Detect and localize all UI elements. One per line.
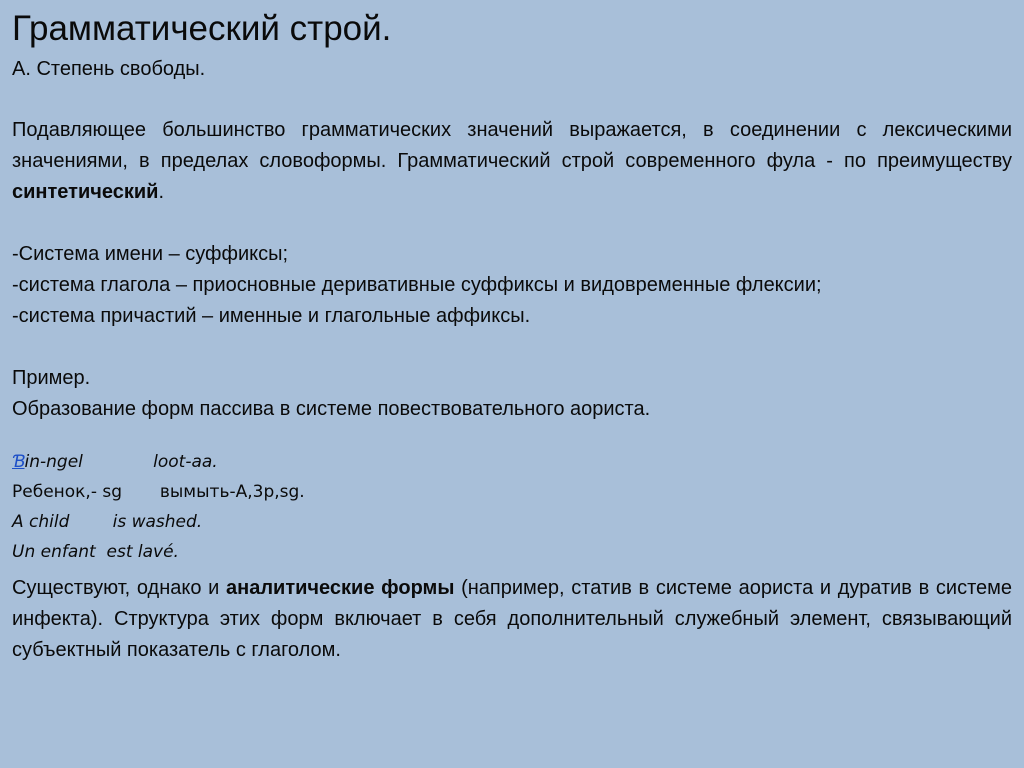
intro-paragraph xyxy=(12,115,1012,208)
system-item-verb: -система глагола – приосновные деривативные суффиксы и видовременные флексии; xyxy=(12,274,822,296)
system-item-noun: -Система имени – суффиксы; xyxy=(12,243,289,265)
example-heading: Пример. xyxy=(12,367,91,389)
spacer xyxy=(12,332,1012,363)
intro-text-after: . xyxy=(158,181,164,203)
example-line-english: A child is washed. xyxy=(12,512,203,532)
conclusion-bold-term: аналитические формы xyxy=(226,577,455,599)
slide-subtitle: А. Степень свободы. xyxy=(12,58,206,80)
example-line-russian: Ребенок,- sg вымыть-А,3p,sg. xyxy=(12,482,305,502)
system-item-participle: -система причастий – именные и глагольные аффиксы. xyxy=(12,305,531,327)
conclusion-text-before: Существуют, однако и xyxy=(12,577,227,599)
slide-title: Грамматический строй. xyxy=(12,9,392,48)
example-line-fula xyxy=(12,447,1012,477)
intro-bold-term: синтетический xyxy=(12,181,159,203)
example-caption: Образование форм пассива в системе повествовательного аориста. xyxy=(12,398,651,420)
conclusion-paragraph xyxy=(12,573,1012,666)
spacer xyxy=(12,208,1012,239)
conclusion-text-after: (например, статив в системе аориста и дуратив в системе инфекта). Структура этих форм включает в себя дополнительный служебный элемент, связывающий субъектный показатель с глаголом. xyxy=(12,577,1013,661)
spacer xyxy=(12,84,1012,115)
spacer xyxy=(12,425,1012,447)
example-link-letter[interactable]: Ɓ xyxy=(12,452,25,472)
example-line-french: Un enfant est lavé. xyxy=(12,542,179,562)
example-line-fula-rest: in-ngel loot-aa. xyxy=(24,452,218,472)
intro-text-before: Подавляющее большинство грамматических значений выражается, в соединении с лексическими значениями, в пределах словоформы. Грамматический строй современного фула - по преимуществу xyxy=(12,119,1012,172)
